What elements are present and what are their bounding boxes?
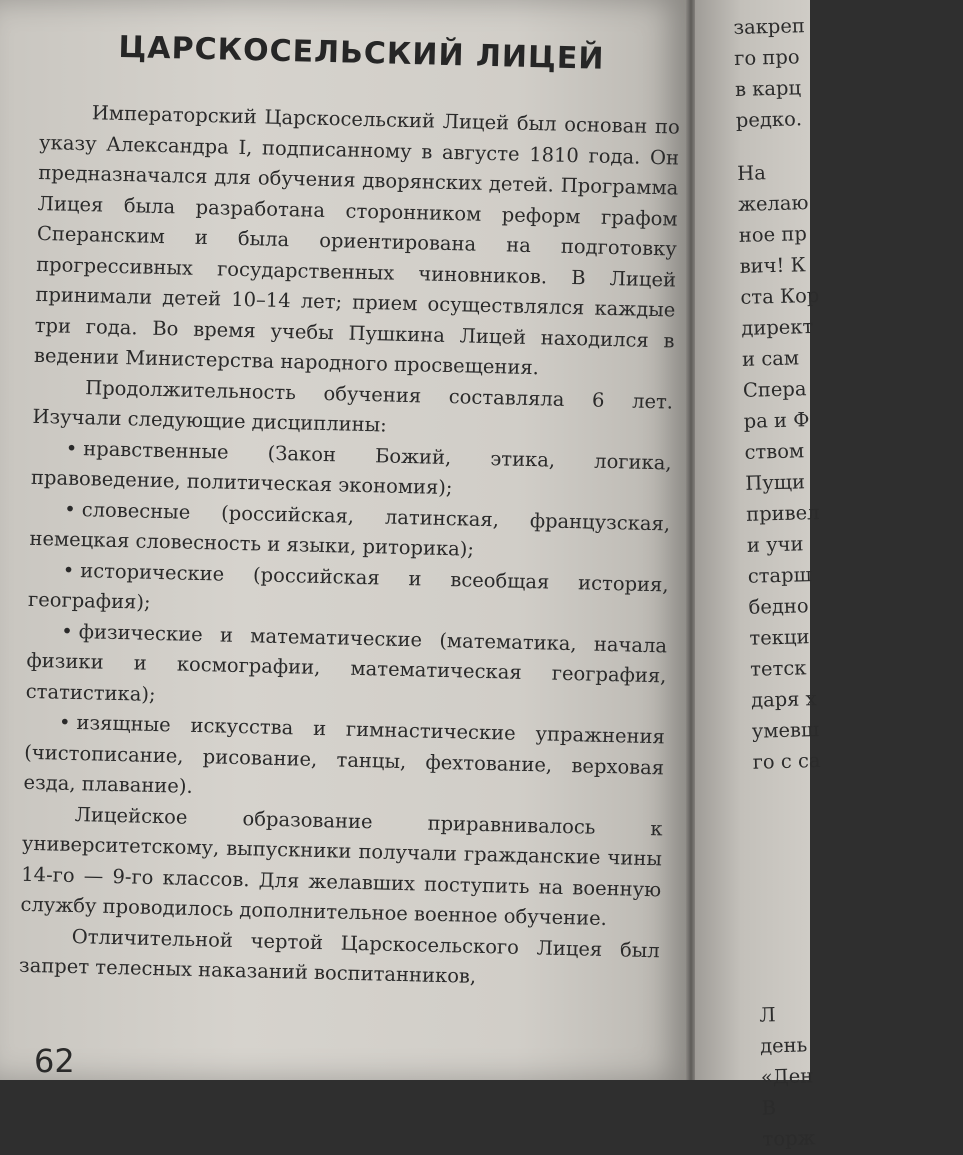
text-line: бедно (748, 594, 809, 619)
page-number: 62 (34, 1042, 75, 1080)
paragraph-founding: Императорский Царскосельский Лицей был основан по указу Александра I, подписанному в августе 1810 года. Он предназначался для обучения дворянских детей. Программа Лицея была разработана сторонником реформ графом Сперанским и была ориентирована на подготовку прогрессивных государственных чиновников. В Лицей принимали детей 10–14 лет; прием осуществлялся каждые три года. Во время учебы Пушкина Лицей находился в ведении Министерства народного просвещения. (33, 101, 681, 380)
bullet-icon: • (63, 497, 77, 521)
text-line: ра и Ф (743, 408, 810, 433)
text-line: Л (758, 1003, 776, 1027)
text-line: старш (747, 563, 813, 588)
text-line: даря х (750, 687, 817, 712)
text-line: го с са (752, 748, 821, 774)
text-line: директ (740, 315, 814, 340)
right-page-text (733, 7, 963, 1155)
text-line: «Ден (760, 1064, 814, 1089)
text-line: ста Кор (740, 283, 820, 309)
text-line: ное пр (738, 222, 808, 247)
text-line: го про (733, 45, 800, 70)
text-line: и сам (741, 346, 800, 371)
text-line: в карц (734, 76, 802, 101)
text-line: Пущи (745, 470, 806, 495)
bullet-icon: • (62, 558, 75, 582)
paragraph-education: Лицейское образование приравнивалось к университетскому, выпускники получали гражданские чины 14-го — 9-го классов. Для желавших поступить на военную службу проводилось дополнительное военное обучение. (20, 802, 663, 931)
list-item: • нравственные (Закон Божий, этика, логика, правоведение, политическая экономия); (30, 436, 672, 500)
bullet-icon: • (65, 436, 78, 460)
text-line: желаю (737, 191, 809, 216)
bullet-icon: • (58, 710, 71, 734)
text-line: тетск (749, 656, 807, 681)
text-line: и учи (746, 532, 804, 557)
text-line: Спера (742, 377, 807, 402)
list-item: • словесные (российская, латинская, французская, немецкая словесность и языки, риторика); (29, 497, 671, 561)
text-line: привел (745, 500, 820, 526)
bullet-icon: • (61, 619, 74, 643)
text-line: вич! К (739, 253, 806, 278)
page-title: ЦАРСКОСЕЛЬСКИЙ ЛИЦЕЙ (118, 29, 605, 77)
page-content (19, 28, 682, 997)
text-line: редко. (735, 107, 803, 132)
list-item: • физические и математические (математика, начала физики и космографии, математическая география, статистика); (25, 619, 668, 706)
paragraph-distinction: Отличительной чертой Царскосельского Лицея был запрет телесных наказаний воспитанников, (18, 924, 660, 988)
list-item: • исторические (российская и всеобщая история, география); (27, 558, 669, 614)
right-page (695, 0, 821, 1151)
text-line: На (736, 161, 767, 185)
paragraph-duration: Продолжительность обучения составляла 6 лет. Изучали следующие дисциплины: (32, 375, 674, 437)
text-line: день (759, 1033, 808, 1058)
disciplines-list (23, 432, 672, 814)
text-line: умевш (751, 717, 820, 743)
text-line: В (761, 1096, 777, 1120)
text-line: ством (744, 439, 805, 464)
text-line: текци (749, 625, 810, 650)
text-line: торж (762, 1126, 816, 1151)
list-item: • изящные искусства и гимнастические упражнения (чистописание, рисование, танцы, фехтование, верховая езда, плавание). (23, 710, 666, 798)
text-line: закреп (733, 14, 806, 39)
